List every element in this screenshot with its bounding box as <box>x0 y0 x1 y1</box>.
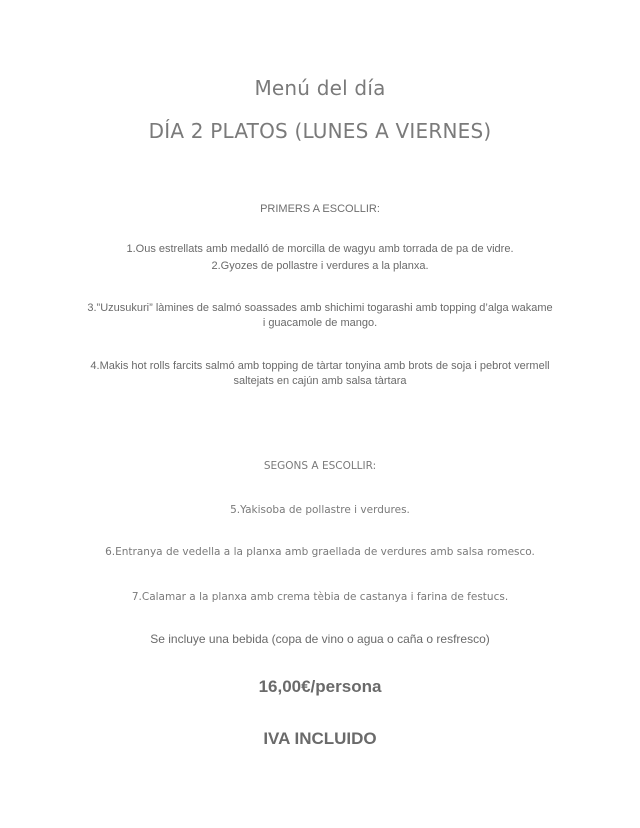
primers-item-3-line-2: i guacamole de mango. <box>262 317 378 329</box>
tax-label: IVA INCLUIDO <box>263 729 377 748</box>
segons-item-7: 7.Calamar a la planxa amb crema tèbia de castanya i farina de festucs. <box>131 591 509 603</box>
primers-item-4-line-2: saltejats en cajún amb salsa tàrtara <box>233 375 407 387</box>
segons-heading: SEGONS A ESCOLLIR: <box>263 460 377 472</box>
primers-item-2: 2.Gyozes de pollastre i verdures a la planxa. <box>211 260 429 272</box>
segons-item-6: 6.Entranya de vedella a la planxa amb graellada de verdures amb salsa romesco. <box>105 546 535 558</box>
menu-subtitle: DÍA 2 PLATOS (LUNES A VIERNES) <box>148 119 492 143</box>
segons-item-5: 5.Yakisoba de pollastre i verdures. <box>230 504 410 516</box>
primers-item-4-line-1: 4.Makis hot rolls farcits salmó amb topping de tàrtar tonyina amb brots de soja i pebrot vermell <box>90 360 550 372</box>
drink-note: Se incluye una bebida (copa de vino o agua o caña o resfresco) <box>150 632 490 646</box>
menu-title: Menú del día <box>254 76 386 100</box>
primers-item-3-line-1: 3.”Uzusukuri” làmines de salmó soassades amb shichimi togarashi amb topping d’alga wakame <box>87 302 553 314</box>
price-label: 16,00€/persona <box>258 677 382 696</box>
primers-heading: PRIMERS A ESCOLLIR: <box>260 203 380 215</box>
primers-item-1: 1.Ous estrellats amb medalló de morcilla de wagyu amb torrada de pa de vidre. <box>126 243 514 255</box>
